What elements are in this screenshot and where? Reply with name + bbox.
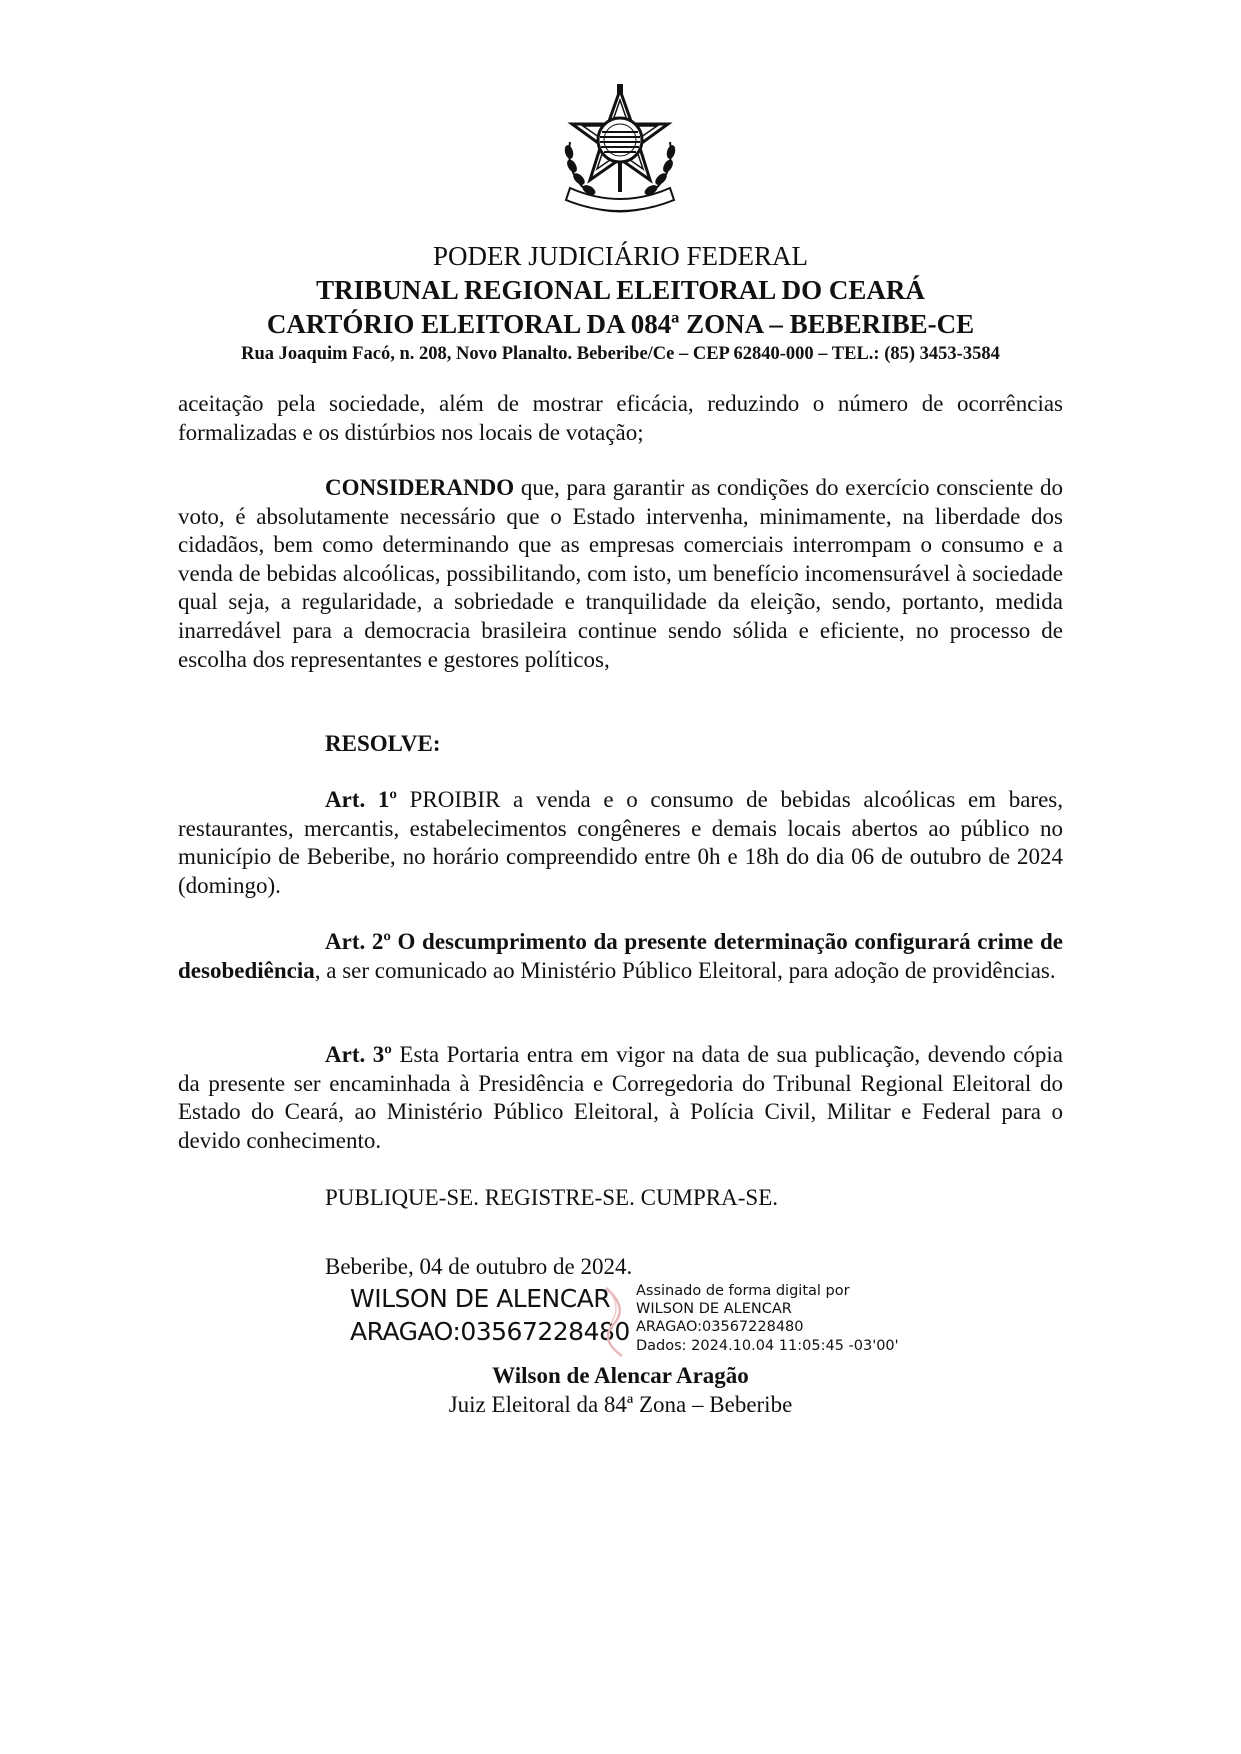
considerando-text: que, para garantir as condições do exercício consciente do voto, é absolutamente necessário que o Estado intervenha, minimamente, na liberdade dos cidadãos, bem como determinando que as empresas comerciais interrompam o consumo e a venda de bebidas alcoólicas, possibilitando, com isto, um benefício incomensurável à sociedade qual seja, a regularidade, a sobriedade e tranquilidade da eleição, sendo, portanto, medida inarredável para a democracia brasileira continue sendo sólida e eficiente, no processo de escolha dos representantes e gestores políticos, [178, 475, 1063, 672]
header-cartorio: CARTÓRIO ELEITORAL DA 084ª ZONA – BEBERIBE-CE [266, 309, 975, 339]
signer-role: Juiz Eleitoral da 84ª Zona – Beberibe [448, 1392, 793, 1417]
article-3 [178, 1041, 1063, 1155]
article-3-text: Esta Portaria entra em vigor na data de sua publicação, devendo cópia da presente ser encaminhada à Presidência e Corregedoria do Tribunal Regional Eleitoral do Estado do Ceará, ao Ministério Público Eleitoral, à Polícia Civil, Militar e Federal para o devido conhecimento. [178, 1042, 1063, 1153]
signature-info-line4: Dados: 2024.10.04 11:05:45 -03'00' [636, 1337, 899, 1354]
article-3-label: Art. 3º [325, 1042, 392, 1067]
signature-name-line2: ARAGAO:03567228480 [350, 1317, 630, 1346]
place-date: Beberibe, 04 de outubro de 2024. [325, 1254, 633, 1279]
article-2-label: Art. 2º O descumprimento da presente determinação configurará crime de desobediência [178, 929, 1063, 983]
closing-formula: PUBLIQUE-SE. REGISTRE-SE. CUMPRA-SE. [325, 1185, 779, 1210]
article-1-text: PROIBIR a venda e o consumo de bebidas alcoólicas em bares, restaurantes, mercantis, estabelecimentos congêneres e demais locais abertos ao público no município de Beberibe, no horário compreendido entre 0h e 18h do dia 06 de outubro de 2024 (domingo). [178, 787, 1063, 898]
signature-ribbon-icon [600, 1284, 630, 1358]
signature-name-block [350, 1282, 630, 1348]
signature-info-line3: ARAGAO:03567228480 [636, 1319, 804, 1336]
article-2-text: , a ser comunicado ao Ministério Público Eleitoral, para adoção de providências. [314, 957, 1056, 983]
signer-name: Wilson de Alencar Aragão [492, 1363, 749, 1388]
signature-details [636, 1282, 899, 1355]
considerando-paragraph [178, 474, 1063, 674]
resolve-label: RESOLVE: [325, 731, 441, 756]
signature-name-line1: WILSON DE ALENCAR [350, 1284, 611, 1313]
intro-paragraph: aceitação pela sociedade, além de mostrar eficácia, reduzindo o número de ocorrências formalizadas e os distúrbios nos locais de votação; [178, 391, 1063, 445]
article-2 [178, 928, 1063, 985]
considerando-lead: CONSIDERANDO [325, 475, 515, 500]
digital-signature-stamp [350, 1282, 910, 1358]
brazil-coat-of-arms-icon [556, 82, 684, 216]
signature-info-line2: WILSON DE ALENCAR [636, 1301, 792, 1318]
header-institution: PODER JUDICIÁRIO FEDERAL [432, 241, 808, 271]
article-1-label: Art. 1º [325, 787, 397, 812]
resolve-heading [325, 730, 440, 759]
header-tribunal: TRIBUNAL REGIONAL ELEITORAL DO CEARÁ [316, 275, 925, 305]
signature-info-line1: Assinado de forma digital por [636, 1283, 850, 1299]
article-1 [178, 786, 1063, 900]
header-address: Rua Joaquim Facó, n. 208, Novo Planalto. Beberibe/Ce – CEP 62840-000 – TEL.: (85) 3453-3584 [241, 344, 1000, 364]
